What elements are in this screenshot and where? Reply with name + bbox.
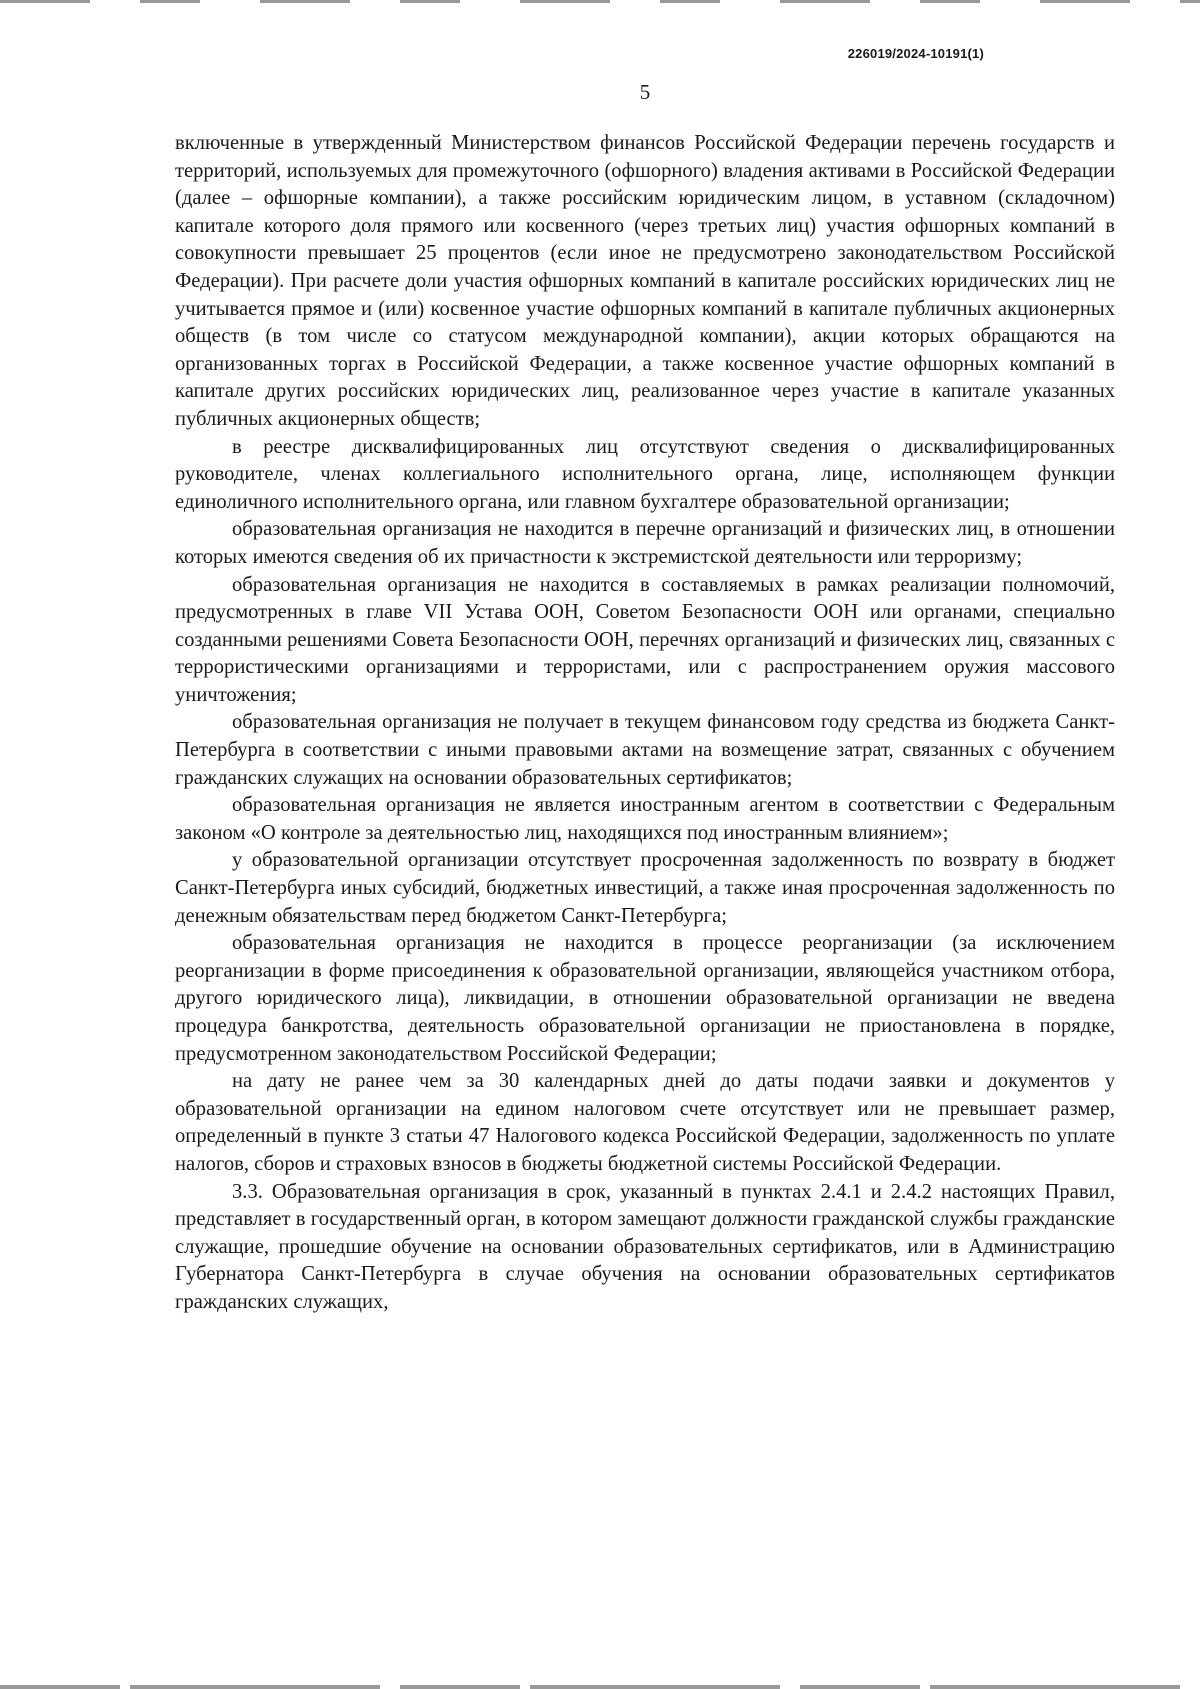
- document-registration-number: 226019/2024-10191(1): [847, 46, 984, 61]
- page-number: 5: [639, 80, 651, 104]
- paragraph-no-other-budget-funds: образовательная организация не получает в текущем финансовом году средства из бюджета Санкт-Петербурга в соответствии с иными правовыми актами на возмещение затрат, связанных с обучением гражданских служащих на основании образовательных сертификатов;: [175, 711, 1115, 789]
- paragraph-disqualified-persons: в реестре дисквалифицированных лиц отсутствуют сведения о дисквалифицированных руководителе, членах коллегиального исполнительного органа, лице, исполняющем функции единоличного исполнительного органа, или главном бухгалтере образовательной организации;: [175, 435, 1115, 513]
- paragraph-section-3-3: 3.3. Образовательная организация в срок, указанный в пунктах 2.4.1 и 2.4.2 настоящих Правил, представляет в государственный орган, в котором замещают должности гражданской службы гражданские служащие, прошедшие обучение на основании образовательных сертификатов, или в Администрацию Губернатора Санкт-Петербурга в случае обучения на основании образовательных сертификатов гражданских служащих,: [175, 1180, 1115, 1313]
- scan-edge-top: [0, 0, 1200, 3]
- paragraph-offshore-companies: включенные в утвержденный Министерством финансов Российской Федерации перечень государств и территорий, используемых для промежуточного (офшорного) владения активами в Российской Федерации (далее – офшорные компании), а также российским юридическим лицом, в уставном (складочном) капитале которого доля прямого или косвенного (через третьих лиц) участия офшорных компаний в совокупности превышает 25 процентов (если иное не предусмотрено законодательством Российской Федерации). При расчете доли участия офшорных компаний в капитале российских юридических лиц не учитывается прямое и (или) косвенное участие офшорных компаний в капитале публичных акционерных обществ (в том числе со статусом международной компании), акции которых обращаются на организованных торгах в Российской Федерации, а также косвенное участие офшорных компаний в капитале других российских юридических лиц, реализованное через участие в капитале указанных публичных акционерных обществ;: [175, 132, 1115, 430]
- paragraph-tax-debt: на дату не ранее чем за 30 календарных дней до даты подачи заявки и документов у образовательной организации на едином налоговом счете отсутствует или не превышает размер, определенный в пункте 3 статьи 47 Налогового кодекса Российской Федерации, задолженность по уплате налогов, сборов и страховых взносов в бюджеты бюджетной системы Российской Федерации.: [175, 1070, 1115, 1175]
- paragraph-foreign-agent: образовательная организация не является иностранным агентом в соответствии с Федеральным законом «О контроле за деятельностью лиц, находящихся под иностранным влиянием»;: [175, 794, 1115, 844]
- document-body: [175, 130, 1115, 1317]
- paragraph-overdue-debt: у образовательной организации отсутствует просроченная задолженность по возврату в бюджет Санкт-Петербурга иных субсидий, бюджетных инвестиций, а также иная просроченная задолженность по денежным обязательствам перед бюджетом Санкт-Петербурга;: [175, 849, 1115, 927]
- paragraph-extremism-list: образовательная организация не находится в перечне организаций и физических лиц, в отношении которых имеются сведения об их причастности к экстремистской деятельности или терроризму;: [175, 518, 1115, 568]
- paragraph-reorganization: образовательная организация не находится в процессе реорганизации (за исключением реорганизации в форме присоединения к образовательной организации, являющейся участником отбора, другого юридического лица), ликвидации, в отношении образовательной организации не введена процедура банкротства, деятельность образовательной организации не приостановлена в порядке, предусмотренном законодательством Российской Федерации;: [175, 932, 1115, 1065]
- paragraph-un-sanctions-list: образовательная организация не находится в составляемых в рамках реализации полномочий, предусмотренных в главе VII Устава ООН, Советом Безопасности ООН или органами, специально созданными решениями Совета Безопасности ООН, перечнях организаций и физических лиц, связанных с террористическими организациями и террористами, или с распространением оружия массового уничтожения;: [175, 573, 1115, 706]
- scan-edge-bottom: [0, 1685, 1200, 1689]
